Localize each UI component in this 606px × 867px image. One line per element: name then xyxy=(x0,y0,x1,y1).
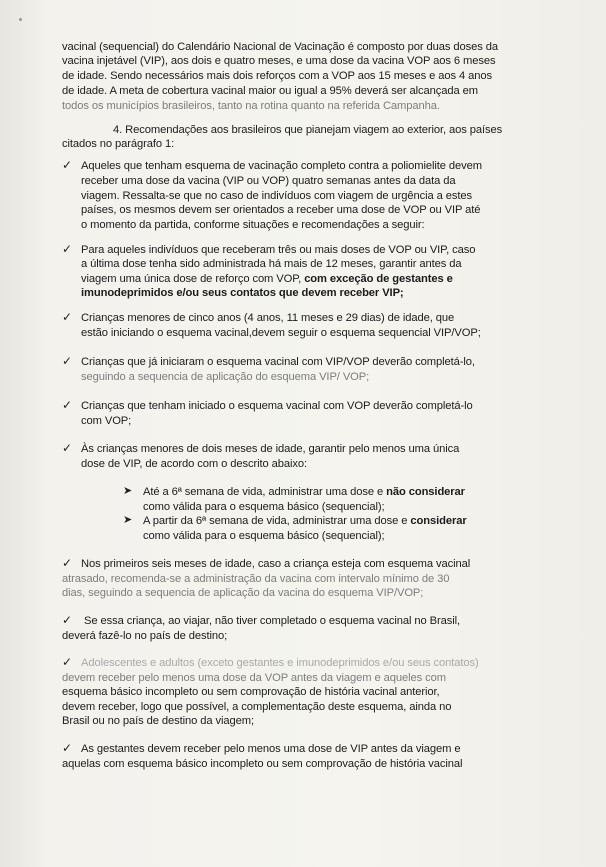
checkmark-icon: ✓ xyxy=(62,741,73,755)
text-span: Até a 6ª semana de vida, administrar uma dose e xyxy=(143,486,387,498)
checkmark-icon: ✓ xyxy=(62,613,73,627)
text-line: com VOP; xyxy=(81,415,132,427)
bold-text: imunodeprimidos e/ou seus contatos que devem receber VIP; xyxy=(81,287,404,299)
text-line: países, os mesmos devem ser orientados a receber uma dose de VOP ou VIP até xyxy=(81,204,481,216)
text-line: Crianças menores de cinco anos (4 anos, 11 meses e 29 dias) de idade, que xyxy=(81,312,455,324)
arrow-bullet-icon: ➤ xyxy=(123,514,133,526)
text-line: estão iniciando o esquema vacinal,devem seguir o esquema sequencial VIP/VOP; xyxy=(81,327,481,339)
text-line: dose de VIP, de acordo com o descrito abaixo: xyxy=(81,458,308,470)
text-line xyxy=(143,485,465,500)
text-line xyxy=(81,286,404,301)
checkmark-icon: ✓ xyxy=(62,310,73,324)
text-line: Crianças que tenham iniciado o esquema vacinal com VOP deverão completá-lo xyxy=(81,400,473,412)
checkmark-icon: ✓ xyxy=(62,655,73,669)
text-line: atrasado, recomenda-se a administração da vacina com intervalo mínimo de 30 xyxy=(62,573,450,585)
text-line: viagem. Ressalta-se que no caso de indivíduos com viagem de urgência a estes xyxy=(81,190,473,202)
text-line: de idade. Sendo necessários mais dois reforços com a VOP aos 15 meses e aos 4 anos xyxy=(62,70,493,82)
text-line: Às crianças menores de dois meses de idade, garantir pelo menos uma única xyxy=(81,443,460,455)
text-line: Se essa criança, ao viajar, não tiver completado o esquema vacinal no Brasil, xyxy=(84,615,460,627)
text-span: viagem uma única dose de reforço com VOP, xyxy=(81,273,305,285)
text-line: de idade. A meta de cobertura vacinal maior ou igual a 95% deverá ser alcançada em xyxy=(62,85,478,97)
text-line: dias, seguindo a sequencia de aplicação da vacina do esquema VIP/VOP; xyxy=(62,587,424,599)
text-line: deverá fazê-lo no país de destino; xyxy=(62,630,228,642)
text-line: como válida para o esquema básico (sequencial); xyxy=(143,530,385,542)
bold-text: não considerar xyxy=(386,486,465,498)
text-line: Brasil ou no país de destino da viagem; xyxy=(62,715,255,727)
text-line: citados no parágrafo 1: xyxy=(62,138,175,150)
text-line: a última dose tenha sido administrada há mais de 12 meses, garantir antes da xyxy=(81,258,462,270)
text-span: A partir da 6ª semana de vida, administrar uma dose e xyxy=(143,515,411,527)
checkmark-icon: ✓ xyxy=(62,242,73,256)
bold-text: considerar xyxy=(410,515,467,527)
bold-text: com exceção de gestantes e xyxy=(304,273,453,285)
text-line: Para aqueles indivíduos que receberam três ou mais doses de VOP ou VIP, caso xyxy=(81,244,476,256)
text-line: devem receber, logo que possível, a complementação deste esquema, ainda no xyxy=(62,701,452,713)
text-line: vacina injetável (VIP), aos dois e quatro meses, e uma dose da vacina VOP aos 6 meses xyxy=(62,55,496,67)
text-line: Aqueles que tenham esquema de vacinação completo contra a poliomielite devem xyxy=(81,160,482,172)
scan-speck xyxy=(19,18,22,21)
arrow-bullet-icon: ➤ xyxy=(123,485,133,497)
text-line: o momento da partida, conforme situações e recomendações a seguir: xyxy=(81,219,425,231)
text-line: As gestantes devem receber pelo menos uma dose de VIP antes da viagem e xyxy=(81,743,461,755)
text-line: como válida para o esquema básico (sequencial); xyxy=(143,501,385,513)
checkmark-icon: ✓ xyxy=(62,441,73,455)
checkmark-icon: ✓ xyxy=(62,556,73,570)
text-line xyxy=(143,514,467,529)
text-line: 4. Recomendações aos brasileiros que pianejam viagem ao exterior, aos países xyxy=(113,124,503,136)
checkmark-icon: ✓ xyxy=(62,354,73,368)
text-line: aquelas com esquema básico incompleto ou sem comprovação de história vacinal xyxy=(62,758,463,770)
text-line: devem receber pelo menos uma dose da VOP antes da viagem e aqueles com xyxy=(62,672,446,684)
text-line: vacinal (sequencial) do Calendário Nacional de Vacinação é composto por duas doses da xyxy=(62,41,498,53)
text-line: Adolescentes e adultos (exceto gestantes e imunodeprimidos e/ou seus contatos) xyxy=(81,657,479,669)
text-line: receber uma dose da vacina (VIP ou VOP) quatro semanas antes da data da xyxy=(81,175,456,187)
text-line: seguindo a sequencia de aplicação do esquema VIP/ VOP; xyxy=(81,371,370,383)
text-line: Crianças que já iniciaram o esquema vacinal com VIP/VOP deverão completá-lo, xyxy=(81,356,475,368)
text-line: esquema básico incompleto ou sem comprovação de história vacinal anterior, xyxy=(62,686,440,698)
text-line xyxy=(81,272,453,287)
text-line: todos os municípios brasileiros, tanto na rotina quanto na referida Campanha. xyxy=(62,100,440,112)
text-line: Nos primeiros seis meses de idade, caso a criança esteja com esquema vacinal xyxy=(81,558,471,570)
checkmark-icon: ✓ xyxy=(62,158,73,172)
checkmark-icon: ✓ xyxy=(62,398,73,412)
